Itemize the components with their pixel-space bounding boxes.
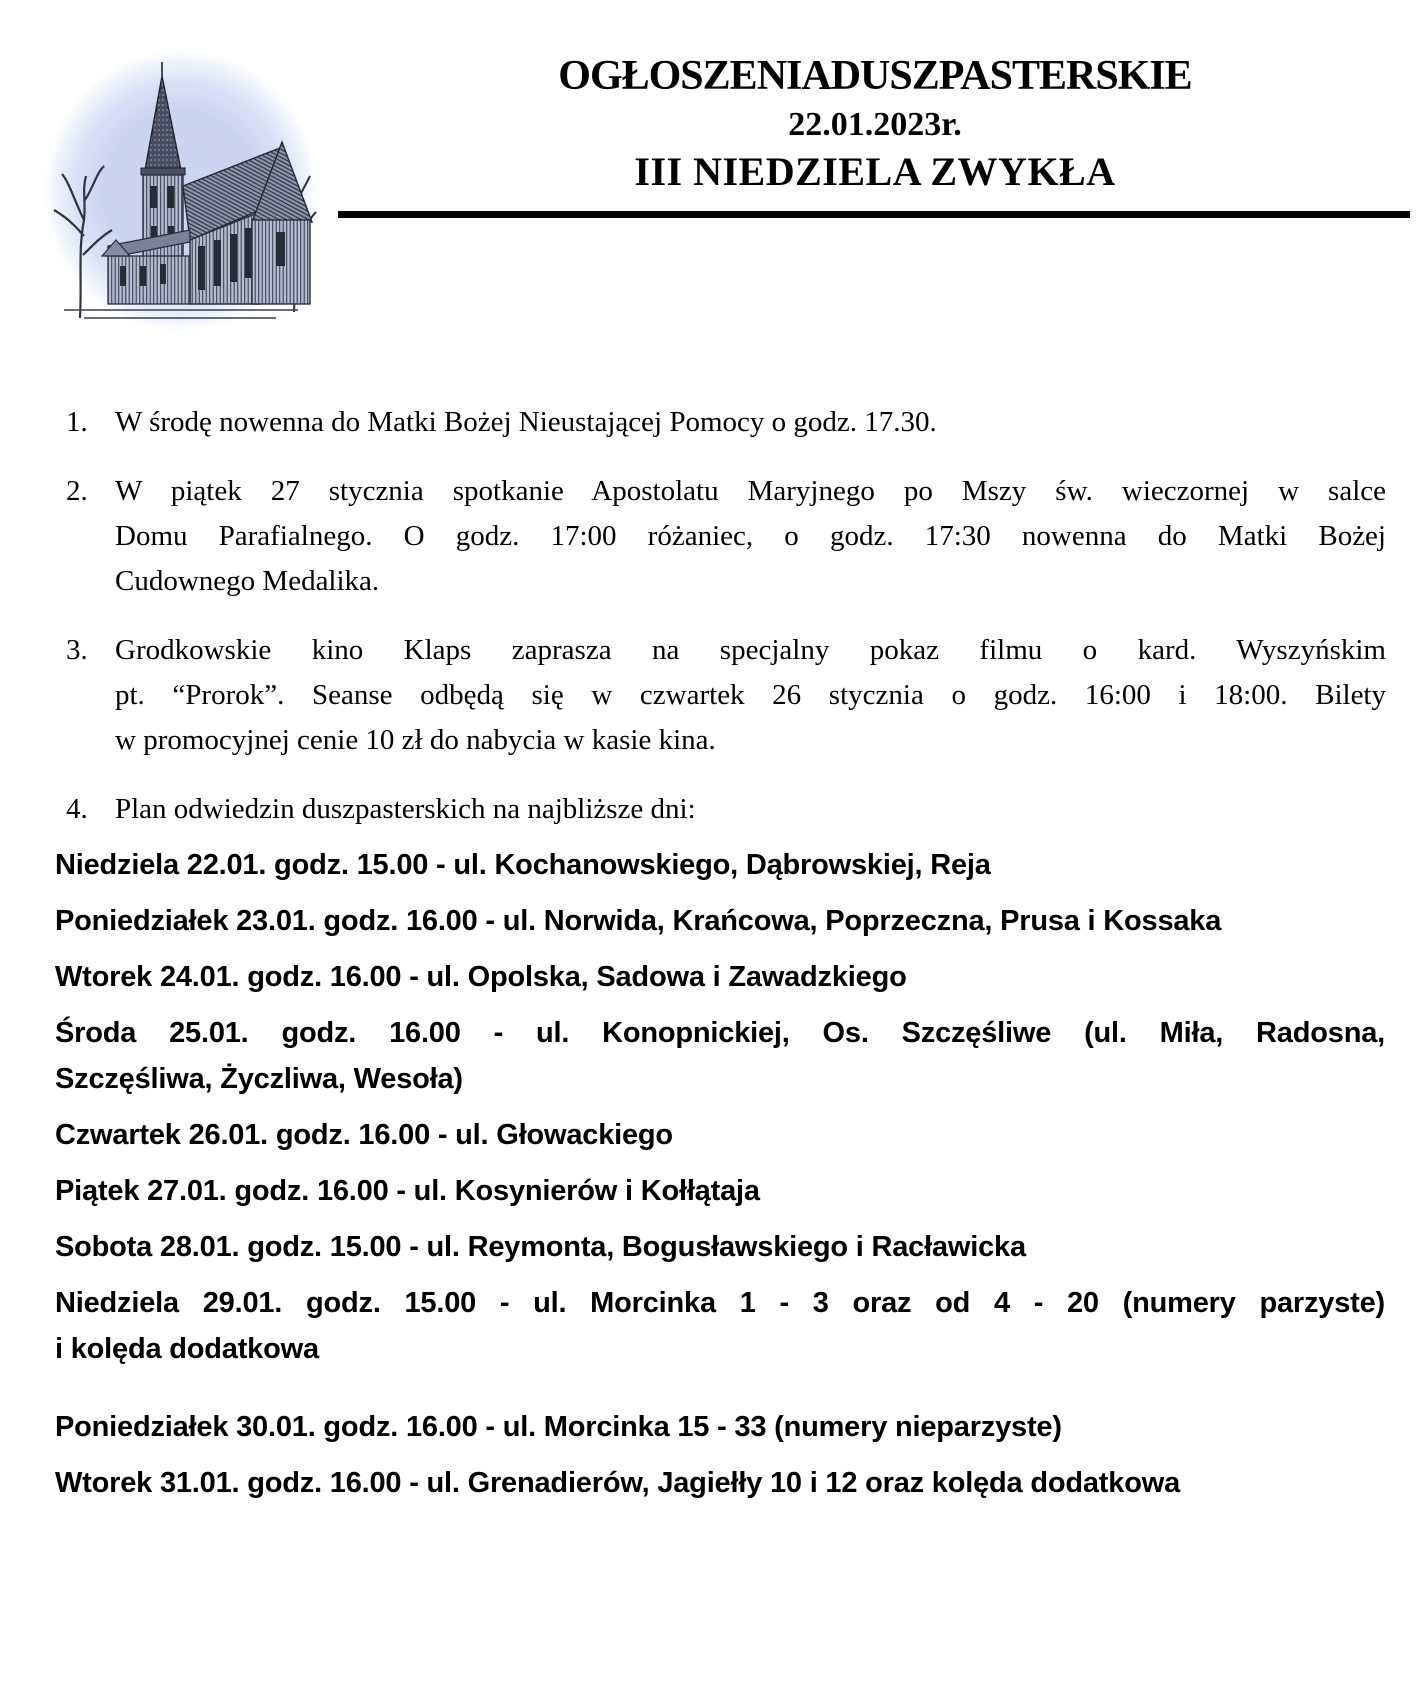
text-line: Grodkowskie kino Klaps zaprasza na specjalny pokaz filmu o kard. Wyszyńskim <box>115 634 1386 666</box>
announcement-number: 1. <box>66 406 88 438</box>
text-line: Domu Parafialnego. O godz. 17:00 różaniec, o godz. 17:30 nowenna do Matki Bożej <box>115 520 1386 552</box>
announcement-number: 3. <box>66 634 88 666</box>
text-line: w promocyjnej cenie 10 zł do nabycia w kasie kina. <box>115 724 716 756</box>
schedule-entry <box>55 898 1385 944</box>
announcement-text <box>115 469 1386 604</box>
text-line: Cudownego Medalika. <box>115 565 380 597</box>
text-line: W piątek 27 stycznia spotkanie Apostolatu Maryjnego po Mszy św. wieczornej w salce <box>115 475 1386 507</box>
header-subtitle: III NIEDZIELA ZWYKŁA <box>634 149 1116 194</box>
text-line: Środa 25.01. godz. 16.00 - ul. Konopnickiej, Os. Szczęśliwe (ul. Miła, Radosna, <box>55 1017 1385 1049</box>
announcement-item <box>66 787 1386 832</box>
text-line: Niedziela 22.01. godz. 15.00 - ul. Kochanowskiego, Dąbrowskiej, Reja <box>55 849 991 881</box>
church-engraving-image <box>44 50 318 332</box>
schedule-entry <box>55 1404 1385 1450</box>
announcement-item <box>66 628 1386 763</box>
header-date: 22.01.2023r. <box>788 106 962 143</box>
schedule-entry <box>55 1010 1385 1102</box>
text-line: Piątek 27.01. godz. 16.00 - ul. Kosynierów i Kołłątaja <box>55 1175 760 1207</box>
schedule-entry <box>55 1460 1385 1506</box>
text-line: Plan odwiedzin duszpasterskich na najbliższe dni: <box>115 793 696 825</box>
text-line: Poniedziałek 23.01. godz. 16.00 - ul. Norwida, Krańcowa, Poprzeczna, Prusa i Kossaka <box>55 905 1222 937</box>
page-title: OGŁOSZENIADUSZPASTERSKIE <box>558 53 1192 99</box>
text-line: Wtorek 24.01. godz. 16.00 - ul. Opolska, Sadowa i Zawadzkiego <box>55 961 907 993</box>
schedule-entry <box>55 842 1385 888</box>
schedule-entry <box>55 1224 1385 1270</box>
text-line: pt. “Prorok”. Seanse odbędą się w czwartek 26 stycznia o godz. 16:00 i 18:00. Bilety <box>115 679 1386 711</box>
announcements-list <box>66 400 1386 856</box>
announcement-text <box>115 400 1386 445</box>
text-line: Wtorek 31.01. godz. 16.00 - ul. Grenadierów, Jagiełły 10 i 12 oraz kolęda dodatkowa <box>55 1467 1180 1499</box>
text-line: W środę nowenna do Matki Bożej Nieustającej Pomocy o godz. 17.30. <box>115 406 937 438</box>
text-line: Sobota 28.01. godz. 15.00 - ul. Reymonta, Bogusławskiego i Racławicka <box>55 1231 1026 1263</box>
text-line: i kolęda dodatkowa <box>55 1333 319 1365</box>
text-line: Szczęśliwa, Życzliwa, Wesoła) <box>55 1063 463 1095</box>
schedule-entry <box>55 1280 1385 1372</box>
announcement-number: 2. <box>66 475 88 507</box>
visit-schedule-list <box>55 842 1385 1516</box>
schedule-entry <box>55 1168 1385 1214</box>
announcement-text <box>115 628 1386 763</box>
announcement-number: 4. <box>66 793 88 825</box>
header-divider <box>338 211 1410 218</box>
text-line: Czwartek 26.01. godz. 16.00 - ul. Głowackiego <box>55 1119 673 1151</box>
announcement-item <box>66 469 1386 604</box>
schedule-entry <box>55 954 1385 1000</box>
schedule-entry <box>55 1112 1385 1158</box>
announcement-text <box>115 787 1386 832</box>
text-line: Poniedziałek 30.01. godz. 16.00 - ul. Morcinka 15 - 33 (numery nieparzyste) <box>55 1411 1062 1443</box>
church-engraving-art <box>44 50 318 332</box>
text-line: Niedziela 29.01. godz. 15.00 - ul. Morcinka 1 - 3 oraz od 4 - 20 (numery parzyste) <box>55 1287 1385 1319</box>
header <box>340 50 1410 197</box>
announcement-item <box>66 400 1386 445</box>
